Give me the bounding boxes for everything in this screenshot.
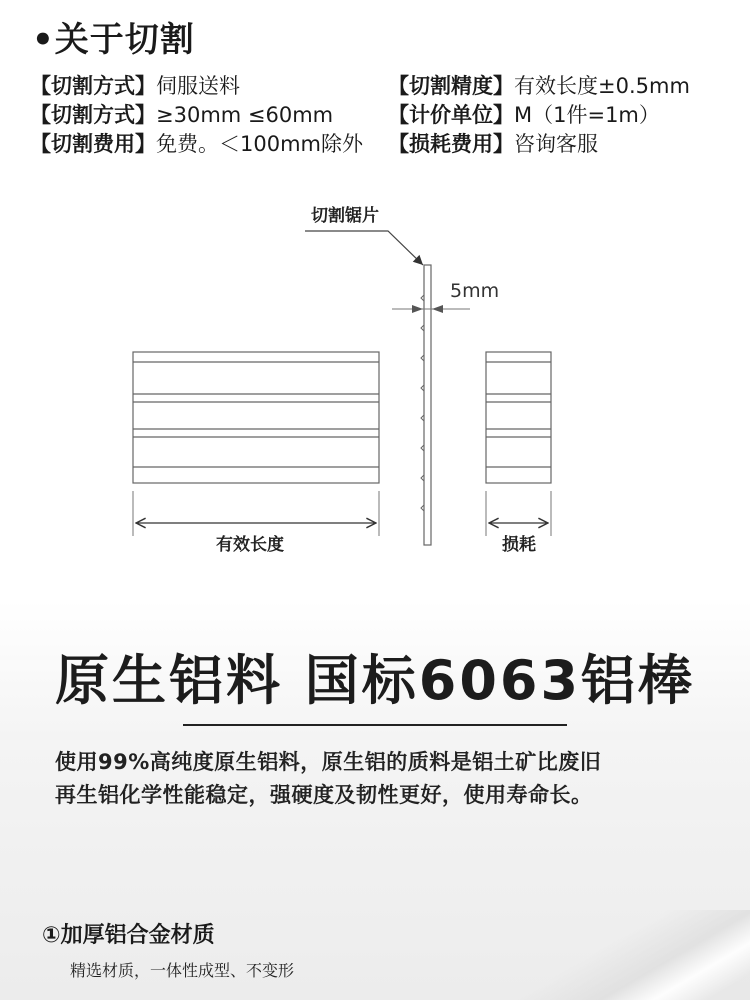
aluminum-profile-offcut xyxy=(486,352,551,483)
spec-cut-method xyxy=(30,72,240,101)
spec-value: ≥30mm ≤60mm xyxy=(156,103,334,127)
spec-cut-range xyxy=(30,101,333,130)
hero-title: 原生铝料 国标6063铝棒 xyxy=(54,649,696,712)
hero-divider xyxy=(183,724,567,726)
description-line: 再生铝化学性能稳定，强硬度及韧性更好，使用寿命长。 xyxy=(55,783,593,807)
material-description xyxy=(55,746,715,812)
spec-key: 【切割精度】 xyxy=(388,74,514,98)
spec-key: 【损耗费用】 xyxy=(388,132,514,156)
feature-subtitle: 精选材质，一体性成型、不变形 xyxy=(70,961,295,980)
spec-loss-fee xyxy=(388,130,598,159)
loss-label: 损耗 xyxy=(502,535,536,555)
spec-key: 【切割方式】 xyxy=(30,103,156,127)
cutting-diagram xyxy=(0,195,750,565)
description-line: 使用99%高纯度原生铝料，原生铝的质料是铝土矿比废旧 xyxy=(55,750,602,774)
spec-value: 咨询客服 xyxy=(514,132,598,156)
section-title: •关于切割 xyxy=(32,20,195,60)
spec-key: 【切割方式】 xyxy=(30,74,156,98)
spec-cut-fee xyxy=(30,130,363,159)
spec-key: 【切割费用】 xyxy=(30,132,156,156)
spec-value: 免费。＜100mm除外 xyxy=(156,132,363,156)
spec-value: M（1件=1m） xyxy=(514,103,660,127)
blade-leader-line xyxy=(305,231,423,265)
feature-title: ①加厚铝合金材质 xyxy=(42,923,215,948)
effective-length-label: 有效长度 xyxy=(216,535,284,555)
thickness-label: 5mm xyxy=(450,280,500,302)
blade-label: 切割锯片 xyxy=(311,206,379,226)
spec-pricing-unit xyxy=(388,101,660,130)
saw-blade xyxy=(421,265,431,545)
spec-key: 【计价单位】 xyxy=(388,103,514,127)
spec-value: 有效长度±0.5mm xyxy=(514,74,690,98)
aluminum-profile-main xyxy=(133,352,379,483)
spec-cut-precision xyxy=(388,72,690,101)
spec-value: 伺服送料 xyxy=(156,74,240,98)
